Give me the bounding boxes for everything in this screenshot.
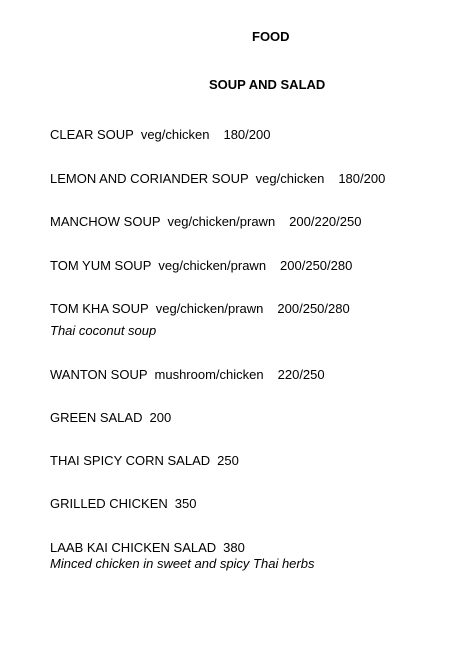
- item-variants: mushroom/chicken: [154, 367, 264, 382]
- item-price: 250: [217, 453, 239, 468]
- item-name: LAAB KAI CHICKEN SALAD: [50, 540, 217, 555]
- section-title: SOUP AND SALAD: [209, 77, 326, 92]
- item-variants: veg/chicken: [255, 171, 325, 186]
- menu-item: [50, 214, 361, 230]
- menu-item: [50, 410, 171, 426]
- item-description: Minced chicken in sweet and spicy Thai herbs: [50, 556, 315, 571]
- item-variants: veg/chicken: [140, 127, 210, 142]
- item-variants: veg/chicken/prawn: [167, 214, 276, 229]
- item-name: TOM KHA SOUP: [50, 301, 149, 316]
- item-price: 220/250: [277, 367, 325, 382]
- item-price: 200/250/280: [277, 301, 350, 316]
- item-name: CLEAR SOUP: [50, 127, 134, 142]
- item-price: 350: [174, 496, 197, 511]
- menu-item: [50, 301, 350, 339]
- menu-item: [50, 496, 196, 512]
- item-price: 200/220/250: [289, 214, 362, 229]
- menu-item: [50, 258, 352, 274]
- item-name: WANTON SOUP: [50, 367, 148, 382]
- item-name: GREEN SALAD: [50, 410, 143, 425]
- menu-item: [50, 127, 270, 143]
- menu-item: [50, 540, 314, 572]
- page-title: FOOD: [252, 29, 290, 44]
- item-price: 180/200: [338, 171, 386, 186]
- menu-item: [50, 171, 385, 187]
- menu-item: [50, 367, 325, 383]
- item-name: MANCHOW SOUP: [50, 214, 161, 229]
- item-name: TOM YUM SOUP: [50, 258, 152, 273]
- menu-item: [50, 453, 239, 469]
- item-price: 180/200: [223, 127, 271, 142]
- item-name: LEMON AND CORIANDER SOUP: [50, 171, 249, 186]
- item-description: Thai coconut soup: [50, 323, 157, 338]
- item-name: GRILLED CHICKEN: [50, 496, 168, 511]
- item-variants: veg/chicken/prawn: [158, 258, 267, 273]
- item-price: 200: [149, 410, 172, 425]
- item-variants: veg/chicken/prawn: [155, 301, 264, 316]
- item-price: 200/250/280: [280, 258, 353, 273]
- item-price: 380: [223, 540, 245, 555]
- item-name: THAI SPICY CORN SALAD: [50, 453, 211, 468]
